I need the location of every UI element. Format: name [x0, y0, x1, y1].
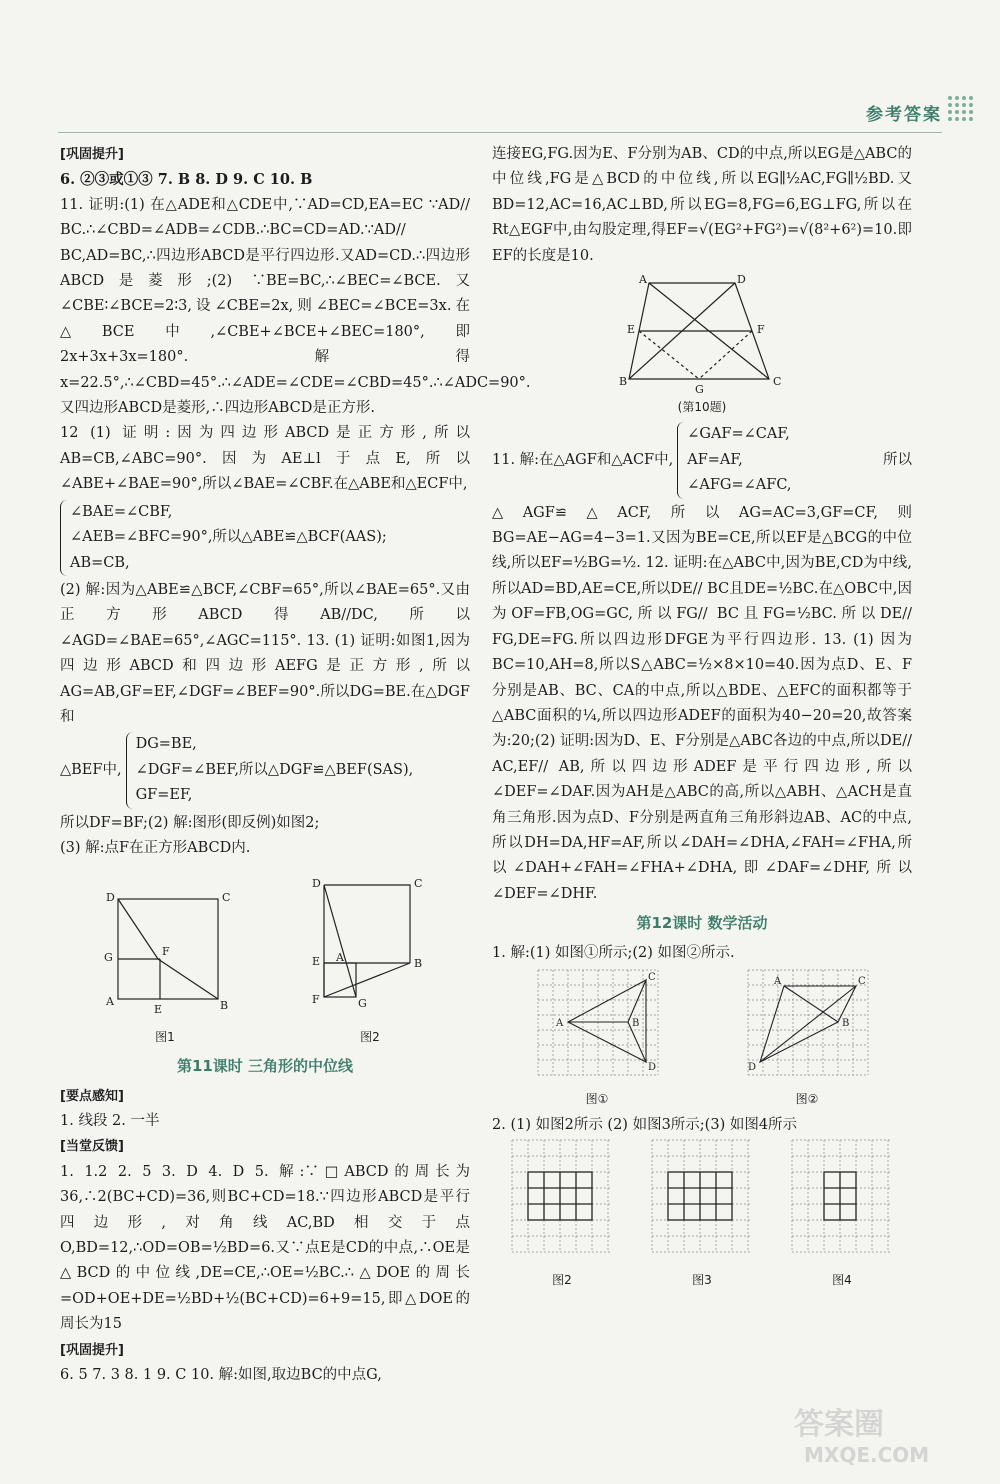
- brace-line: AB=CB,: [70, 554, 130, 571]
- svg-text:A: A: [639, 275, 647, 287]
- svg-text:C: C: [414, 877, 423, 891]
- brace-line: AF=AF,: [687, 451, 743, 468]
- svg-text:G: G: [104, 951, 113, 965]
- equation-brace: [492, 422, 912, 498]
- section-tag: [巩固提升]: [60, 147, 124, 162]
- brace-suffix: 所以: [883, 451, 912, 468]
- grid-quadrilateral-a: [534, 966, 660, 1078]
- page-header-title: 参考答案: [866, 105, 942, 125]
- section-tag: [要点感知]: [60, 1088, 124, 1104]
- answer-paragraph: 连接EG,FG.因为E、F分别为AB、CD的中点,所以EG是△ABC的中位线,FG是△BCD的中位线,所以EG∥½AC,FG∥½BD.又BD=12,AC=16,AC⊥BD,所以EG=8,FG=6,EG⊥FG,所以在Rt△EGF中,由勾股定理,得EF=√(EG²+FG²)=√(8²+6²)=10.即EF的长度是10.: [492, 146, 912, 264]
- answer-line: (3) 解:点F在正方形ABCD内.: [60, 839, 251, 856]
- svg-text:F: F: [757, 323, 765, 337]
- svg-text:A: A: [774, 975, 782, 987]
- equation-brace: [60, 732, 470, 808]
- svg-text:B: B: [414, 957, 423, 971]
- svg-text:C: C: [222, 891, 230, 905]
- answer-line: 1. 解:(1) 如图①所示;(2) 如图②所示.: [492, 944, 735, 961]
- section-tag: [巩固提升]: [60, 1342, 124, 1358]
- square-figure-2: [310, 875, 430, 1015]
- grid-square-figure-2: [510, 1138, 614, 1258]
- svg-text:答案圈: 答案圈: [794, 1407, 884, 1442]
- grid-figure-4: [790, 1138, 894, 1293]
- svg-text:D: D: [312, 877, 321, 891]
- grid-figure-b: [744, 966, 870, 1113]
- brace-prefix: 11. 解:在△AGF和△ACF中,: [492, 451, 674, 468]
- brace-line: ∠GAF=∠CAF,: [687, 426, 790, 443]
- svg-text:B: B: [220, 999, 229, 1013]
- section-tag: [当堂反馈]: [60, 1139, 124, 1155]
- svg-text:B: B: [632, 1017, 640, 1029]
- svg-text:F: F: [162, 945, 170, 959]
- figure-caption: 图1: [155, 1029, 175, 1044]
- grid-caption: 图①: [585, 1092, 609, 1107]
- grid-figure-a: [534, 966, 660, 1113]
- grid-caption: 图②: [795, 1092, 819, 1107]
- figure-10: [492, 275, 912, 420]
- answer-line: 6. 5 7. 3 8. 1 9. C 10. 解:如图,取边BC的中点G,: [60, 1367, 382, 1384]
- svg-text:MXQE.COM: MXQE.COM: [804, 1443, 930, 1467]
- right-column: [492, 142, 912, 1293]
- trapezoid-figure: [617, 275, 787, 395]
- brace-prefix: △BEF中,: [60, 761, 122, 778]
- figure-2: [310, 875, 430, 1050]
- brace-line: GF=EF,: [135, 787, 193, 804]
- svg-text:B: B: [842, 1017, 850, 1029]
- brace-line: ∠AFG=∠AFC,: [687, 477, 792, 494]
- watermark-logo: [790, 1400, 960, 1470]
- answer-line: 1. 线段 2. 一半: [60, 1113, 160, 1129]
- answer-line: 2. (1) 如图2所示 (2) 如图3所示;(3) 如图4所示: [492, 1116, 798, 1133]
- lesson-title: 第11课时 三角形的中位线: [176, 1057, 354, 1076]
- brace-line: ∠DGF=∠BEF,所以△DGF≌△BEF(SAS),: [135, 761, 414, 778]
- svg-text:A: A: [556, 1017, 564, 1029]
- figure-row: [60, 875, 470, 1050]
- svg-text:C: C: [648, 971, 656, 983]
- square-figure-1: [100, 887, 230, 1015]
- grid-figure-2: [510, 1138, 614, 1293]
- svg-text:E: E: [154, 1003, 163, 1016]
- answer-paragraph: 11. 证明:(1) 在△ADE和△CDE中,∵AD=CD,EA=EC ∵AD// BC.∴∠CBD=∠ADB=∠CDB.∴BC=CD=AD.∵AD// BC,AD=BC,∴四边形ABCD是平行四边形.又AD=CD.∴四边形ABCD是菱形;(2) ∵BE=BC,∴∠BEC=∠BCE.又∠CBE∶∠BCE=2∶3,设∠CBE=2x,则∠BEC=∠BCE=3x.在△BCE中,∠CBE+∠BCE+∠BEC=180°,即2x+3x+3x=180°.解得x=22.5°,∴∠CBD=45°.∴∠ADE=∠CDE=∠CBD=45°.∴∠ADC=90°.又四边形ABCD是菱形,∴四边形ABCD是正方形.: [60, 196, 531, 417]
- figure-1: [100, 887, 230, 1050]
- brace-line: DG=BE,: [135, 736, 197, 753]
- brace-line: ∠AEB=∠BFC=90°,所以△ABE≌△BCF(AAS);: [70, 529, 387, 546]
- equation-brace: [60, 500, 470, 576]
- svg-text:G: G: [358, 997, 367, 1011]
- figure-caption: 图2: [360, 1029, 380, 1044]
- svg-text:C: C: [858, 975, 866, 987]
- brace-line: ∠BAE=∠CBF,: [70, 503, 173, 520]
- svg-text:F: F: [312, 993, 320, 1007]
- svg-text:G: G: [695, 383, 704, 396]
- svg-text:D: D: [737, 275, 746, 287]
- svg-text:D: D: [648, 1061, 657, 1073]
- answer-paragraph: (2) 解:因为△ABE≌△BCF,∠CBF=65°,所以∠BAE=65°.又由正方形ABCD得AB//DC,所以∠AGD=∠BAE=65°,∠AGC=115°. 13. (1) 证明:如图1,因为四边形ABCD和四边形AEFG是正方形,所以AG=AB,GF=EF,∠DGF=∠BEF=90°.所以DG=BE.在△DGF和: [60, 581, 470, 725]
- grid-square-figure-4: [790, 1138, 894, 1258]
- svg-text:D: D: [748, 1061, 757, 1073]
- header-rule: [58, 132, 942, 133]
- answer-line: 所以DF=BF;(2) 解:图形(即反例)如图2;: [60, 814, 320, 831]
- svg-text:A: A: [336, 951, 344, 965]
- lesson-title: 第12课时 数学活动: [636, 914, 768, 933]
- figure-caption: (第10题): [677, 400, 727, 415]
- answer-paragraph: 12 (1) 证明:因为四边形ABCD是正方形,所以AB=CB,∠ABC=90°.因为AE⊥l于点E,所以∠ABE+∠BAE=90°,所以∠BAE=∠CBF.在△ABE和△ECF中,: [60, 425, 470, 493]
- answer-paragraph: △AGF≌△ACF,所以AG=AC=3,GF=CF,则BG=AE−AG=4−3=1.又因为BE=CE,所以EF是△BCG的中位线,所以EF=½BG=½. 12. 证明:在△ABC中,因为BE,CD为中线,所以AD=BD,AE=CE,所以DE// BC且DE=½BC.在△OBC中,因为OF=FB,OG=GC,所以FG// BC且FG=½BC.所以DE// FG,DE=FG.所以四边形DFGE为平行四边形. 13. (1) 因为BC=10,AH=8,所以S△ABC=½×8×10=40.因为点D、E、F分别是AB、BC、CA的中点,所以△BDE、△EFC的面积都等于△ABC面积的¼,所以四边形ADEF的面积为40−20=20,故答案为:20;(2) 证明:因为D、E、F分别是△ABC各边的中点,所以DE// AC,EF// AB,所以四边形ADEF是平行四边形,所以∠DEF=∠DAF.因为AH是△ABC的高,所以△ABH、△ACH是直角三角形.因为点D、F分别是两直角三角形斜边AB、AC的中点,所以DH=DA,HF=AF,所以∠DAH=∠DHA,∠FAH=∠FHA,所以∠DAH+∠FAH=∠FHA+∠DHA,即∠DAF=∠DHF,所以∠DEF=∠DHF.: [492, 504, 912, 902]
- svg-text:A: A: [106, 995, 114, 1009]
- left-column: [60, 142, 531, 1388]
- grid-figure-3: [650, 1138, 754, 1293]
- header-dots-icon: [944, 92, 978, 126]
- grid-caption: 图2: [552, 1272, 572, 1287]
- grid-quadrilateral-b: [744, 966, 870, 1078]
- answer-paragraph: 1. 1.2 2. 5 3. D 4. D 5. 解:∵□ABCD的周长为36,∴2(BC+CD)=36,则BC+CD=18.∵四边形ABCD是平行四边形,对角线AC,BD相交于点O,BD=12,∴OD=OB=½BD=6.又∵点E是CD的中点,∴OE是△BCD的中位线,DE=CE,∴OE=½BC.∴△DOE的周长=OD+OE+DE=½BD+½(BC+CD)=6+9=15,即△DOE的周长为15: [60, 1163, 470, 1333]
- grid-figure-row-2: [492, 1138, 912, 1293]
- svg-text:E: E: [627, 323, 636, 337]
- svg-text:B: B: [619, 375, 628, 389]
- grid-figure-row: [492, 966, 912, 1113]
- grid-caption: 图4: [832, 1272, 852, 1287]
- svg-text:E: E: [312, 955, 321, 969]
- grid-square-figure-3: [650, 1138, 754, 1258]
- svg-text:C: C: [773, 375, 782, 389]
- svg-text:D: D: [106, 891, 115, 905]
- answer-line: 6. ②③或①③ 7. B 8. D 9. C 10. B: [60, 171, 313, 189]
- grid-caption: 图3: [692, 1272, 712, 1287]
